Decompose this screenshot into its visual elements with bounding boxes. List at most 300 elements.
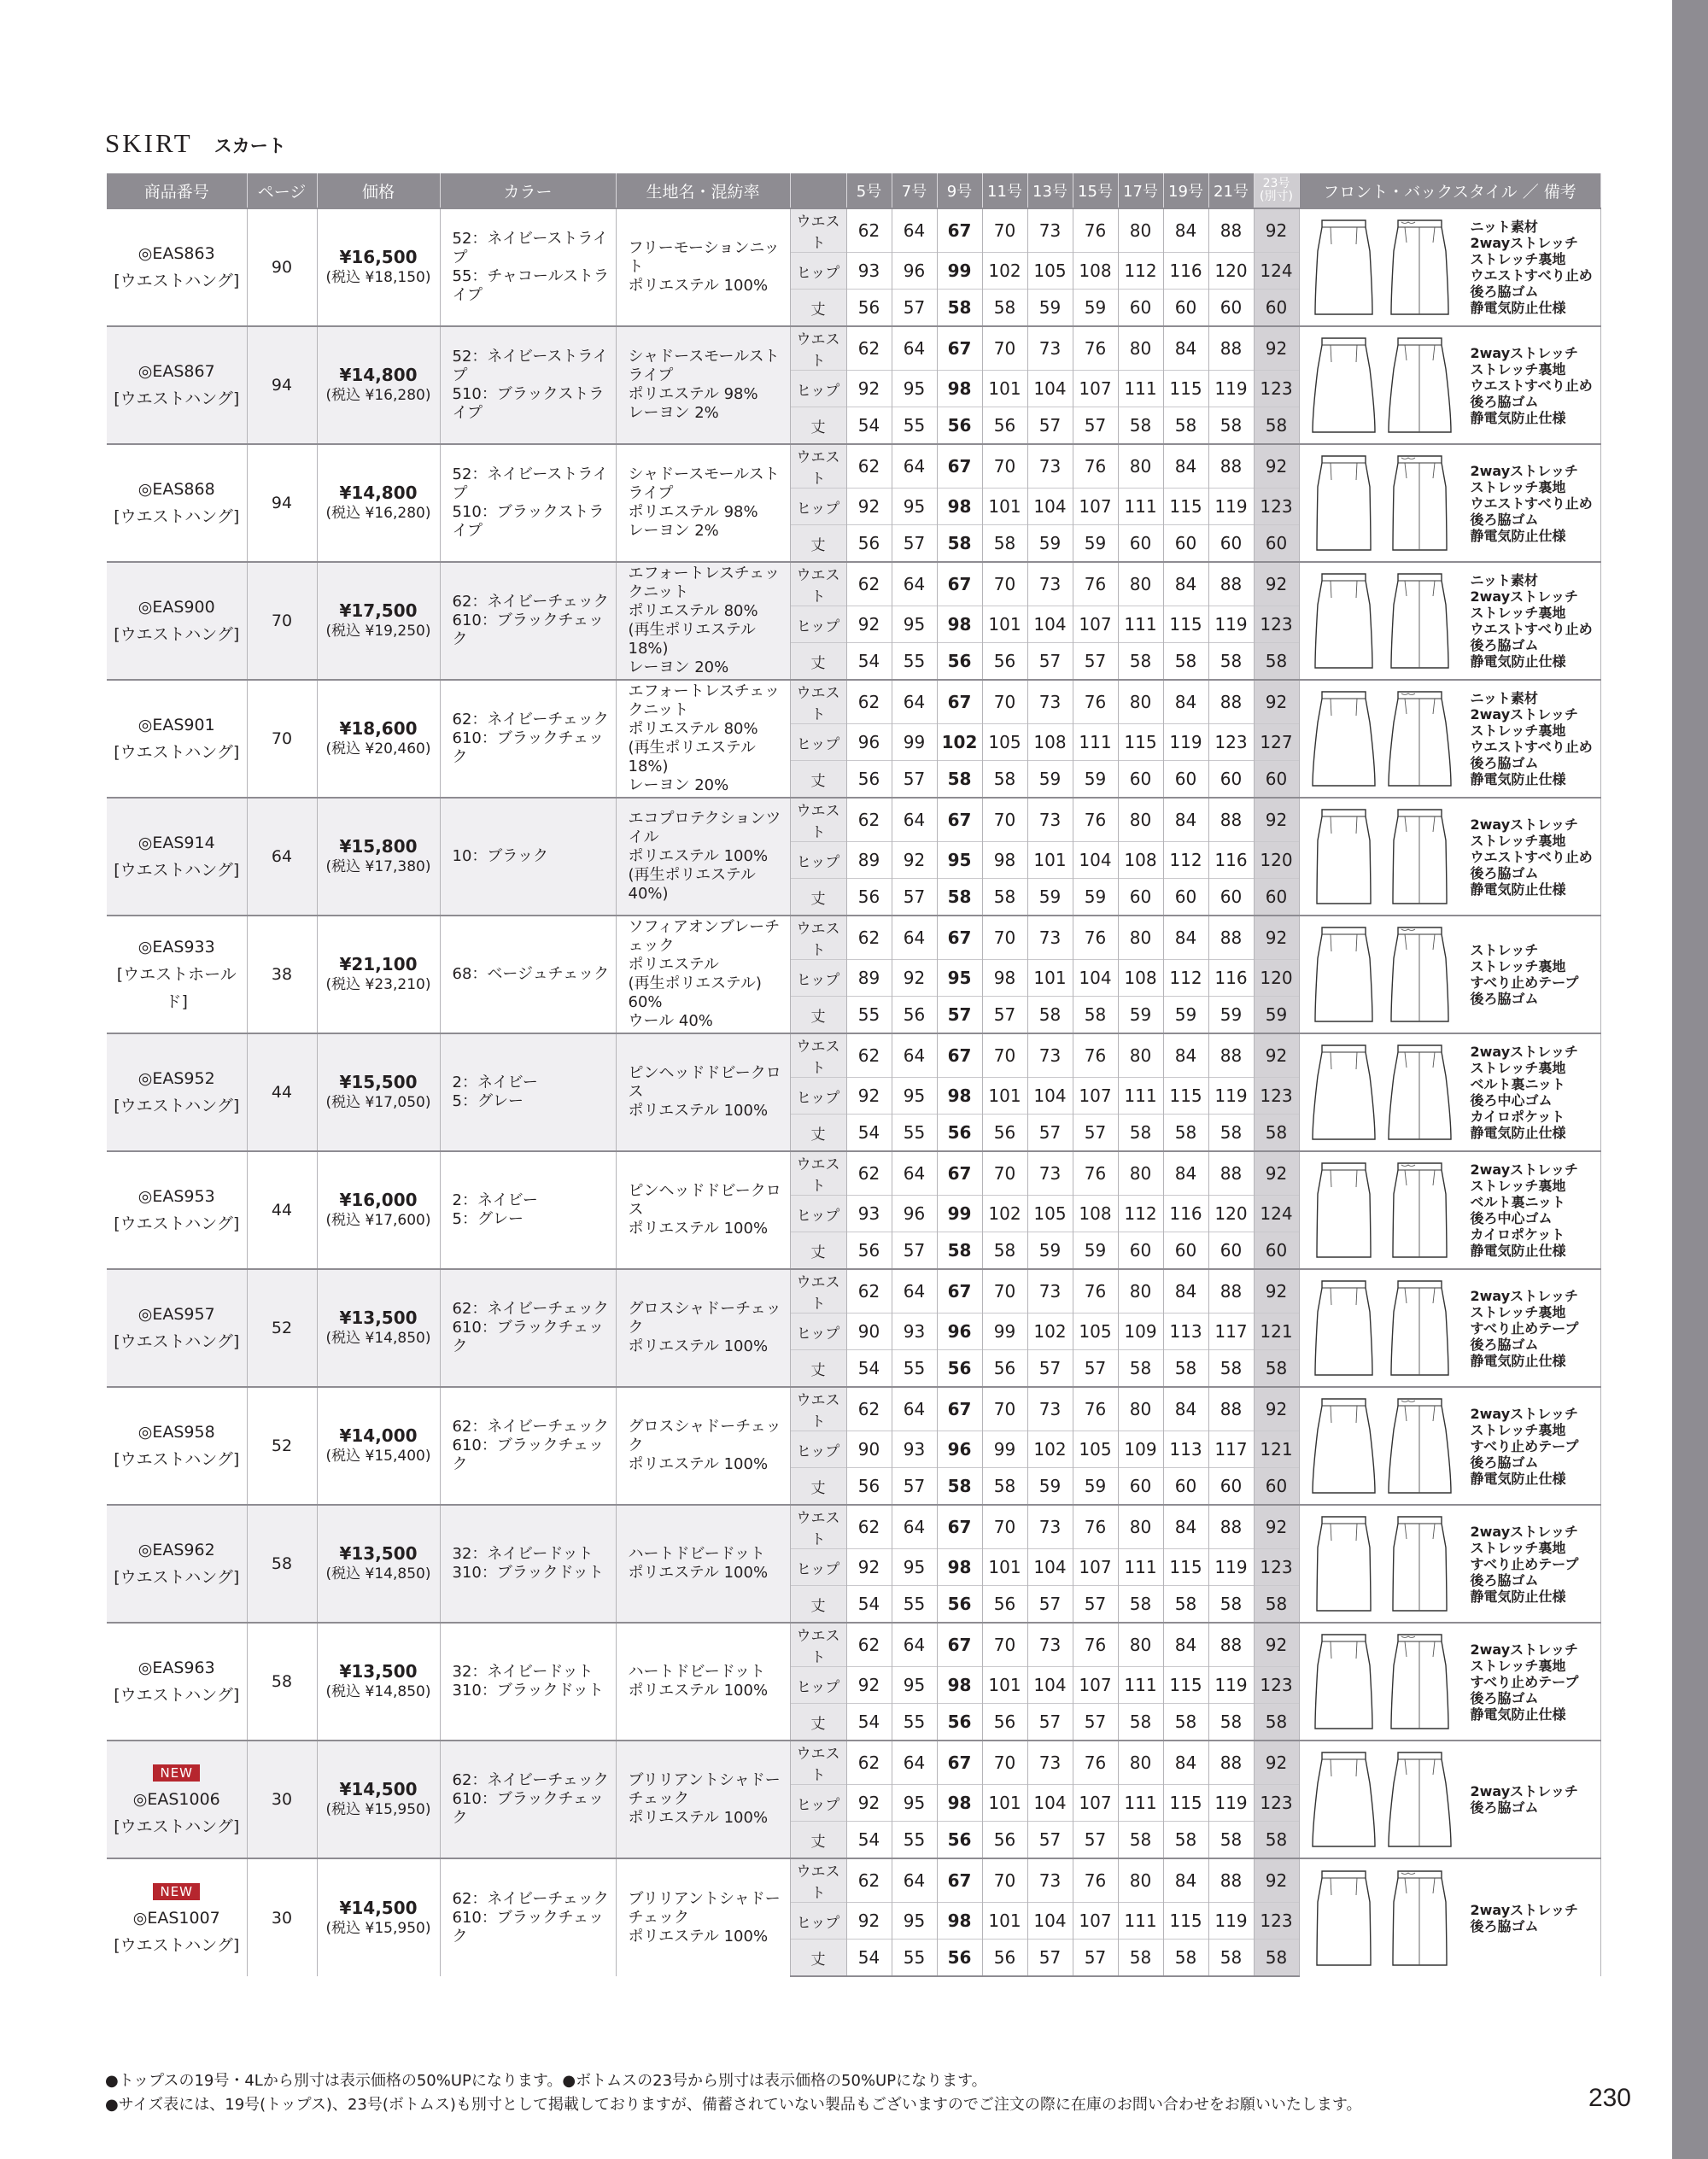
product-code: ◎EAS1007 (132, 1908, 220, 1928)
fabric-cell (616, 798, 790, 916)
size-value: 104 (1027, 1078, 1073, 1115)
section-heading (105, 128, 286, 159)
size-value: 88 (1208, 680, 1254, 724)
style-notes (1300, 1274, 1600, 1382)
fabric-line: ポリエステル 100% (628, 1337, 769, 1355)
size-value: 55 (892, 1350, 937, 1388)
color-cell (440, 208, 616, 326)
size-value: 56 (937, 643, 982, 681)
size-value: 64 (892, 1505, 937, 1549)
color-option: 52：ネイビーストライプ (452, 230, 608, 266)
size-value: 92 (1254, 680, 1299, 724)
header-row (107, 173, 1600, 208)
size-value: 92 (1254, 562, 1299, 606)
size-value: 101 (1027, 960, 1073, 997)
fabric-line: シャドースモールストライプ (628, 348, 780, 384)
fabric-line: ピンヘッドドビークロス (628, 1064, 781, 1101)
size-value: 70 (982, 326, 1027, 371)
size-value: 56 (846, 525, 892, 563)
dimension-label: ヒップ (790, 1078, 846, 1115)
size-value: 55 (892, 407, 937, 445)
measure-row-waist (107, 1623, 1600, 1667)
size-value: 62 (846, 444, 892, 489)
price-cell (317, 1269, 440, 1387)
color-option: 52：ネイビーストライプ (452, 465, 608, 502)
size-value: 58 (937, 1232, 982, 1270)
size-value: 111 (1118, 1549, 1163, 1586)
product-code-cell (107, 208, 247, 326)
size-value: 59 (1027, 525, 1073, 563)
fabric-line: グロスシャドーチェック (628, 1300, 781, 1337)
size-value: 112 (1163, 842, 1208, 879)
product-code-cell (107, 1269, 247, 1387)
style-notes-cell (1299, 1623, 1600, 1741)
size-value: 92 (1254, 1269, 1299, 1314)
style-notes (1300, 1039, 1600, 1146)
size-value: 123 (1254, 606, 1299, 643)
size-value: 99 (937, 1196, 982, 1232)
size-value: 60 (1163, 879, 1208, 916)
size-value: 60 (1118, 879, 1163, 916)
size-value: 58 (937, 1468, 982, 1506)
size-value: 70 (982, 916, 1027, 960)
color-option: 55：チャコールストライプ (452, 267, 609, 304)
size-value: 80 (1118, 1741, 1163, 1785)
color-cell (440, 1151, 616, 1269)
measure-row-waist (107, 326, 1600, 371)
dimension-label: ヒップ (790, 842, 846, 879)
size-value: 73 (1027, 1858, 1073, 1903)
note-item: 後ろ脇ゴム (1470, 1799, 1539, 1816)
dimension-label: ウエスト (790, 444, 846, 489)
size-value: 76 (1073, 562, 1118, 606)
size-value: 107 (1073, 1549, 1118, 1586)
color-option: 610：ブラックチェック (452, 1319, 604, 1355)
note-item: すべり止めテープ (1470, 974, 1579, 991)
size-value: 56 (937, 1115, 982, 1152)
size-value: 98 (937, 1078, 982, 1115)
price-cell (317, 1623, 440, 1741)
size-value: 95 (937, 842, 982, 879)
size-value: 64 (892, 798, 937, 842)
note-item: 静電気防止仕様 (1470, 1470, 1566, 1487)
price-cell (317, 562, 440, 680)
size-value: 90 (846, 1431, 892, 1468)
dimension-label: ウエスト (790, 1387, 846, 1431)
size-value: 104 (1027, 1903, 1073, 1940)
size-value: 105 (1027, 253, 1073, 290)
dimension-label: ウエスト (790, 562, 846, 606)
style-notes-cell (1299, 444, 1600, 562)
dimension-label: 丈 (790, 761, 846, 799)
notes-list (1471, 1044, 1579, 1141)
size-value: 54 (846, 1704, 892, 1741)
size-value: 92 (846, 1078, 892, 1115)
hang-type: [ウエストハング] (114, 272, 240, 290)
size-value: 116 (1208, 960, 1254, 997)
note-item: すべり止めテープ (1470, 1673, 1579, 1690)
size-value: 58 (1208, 643, 1254, 681)
size-value: 59 (1073, 761, 1118, 799)
product-code: ◎EAS957 (137, 1305, 215, 1324)
size-value: 55 (892, 1704, 937, 1741)
fabric-line: エフォートレスチェックニット (628, 682, 781, 719)
product-code-cell (107, 1741, 247, 1858)
skirt-back-sketch (1388, 1278, 1452, 1378)
size-value: 54 (846, 1586, 892, 1624)
size-value: 58 (1208, 1115, 1254, 1152)
size-value: 58 (1073, 997, 1118, 1034)
fabric-line: (再生ポリエステル 18%) (628, 739, 756, 775)
fabric-line: ブリリアントシャドーチェック (628, 1889, 781, 1927)
size-value: 76 (1073, 326, 1118, 371)
price: ¥15,800 (339, 836, 418, 857)
size-value: 116 (1163, 1196, 1208, 1232)
fabric-line: ソフィアオンブレーチェック (628, 918, 781, 955)
size-value: 84 (1163, 444, 1208, 489)
size-value: 119 (1208, 371, 1254, 407)
dimension-label: ウエスト (790, 1623, 846, 1667)
size-value: 80 (1118, 680, 1163, 724)
dimension-label: ヒップ (790, 489, 846, 525)
size-value: 67 (937, 1151, 982, 1196)
size-value: 89 (846, 842, 892, 879)
product-code-cell (107, 680, 247, 798)
dimension-label: ヒップ (790, 960, 846, 997)
size-value: 92 (846, 606, 892, 643)
size-value: 62 (846, 798, 892, 842)
note-item: 2wayストレッチ (1470, 344, 1578, 361)
size-value: 111 (1118, 1785, 1163, 1822)
note-item: ストレッチ裏地 (1470, 251, 1566, 267)
product-code: ◎EAS868 (137, 480, 215, 499)
size-value: 92 (846, 1549, 892, 1586)
size-value: 59 (1118, 997, 1163, 1034)
size-value: 62 (846, 680, 892, 724)
size-value: 95 (892, 1549, 937, 1586)
product-code: ◎EAS963 (137, 1659, 215, 1677)
size-value: 54 (846, 643, 892, 681)
size-value: 59 (1163, 997, 1208, 1034)
skirt-front-sketch (1312, 1513, 1376, 1614)
price-cell (317, 208, 440, 326)
catalog-page: 30 (247, 1858, 317, 1976)
note-item: ニット素材 (1470, 219, 1538, 235)
fabric-cell (616, 444, 790, 562)
size-value: 93 (892, 1431, 937, 1468)
size-value: 88 (1208, 1858, 1254, 1903)
size-value: 101 (982, 1785, 1027, 1822)
note-item: 静電気防止仕様 (1470, 1243, 1566, 1259)
size-value: 58 (1254, 1704, 1299, 1741)
fabric-cell (616, 916, 790, 1033)
dimension-label: ヒップ (790, 1667, 846, 1704)
size-value: 57 (892, 1468, 937, 1506)
note-item: ニット素材 (1470, 690, 1538, 706)
price: ¥16,500 (339, 247, 418, 267)
size-value: 95 (937, 960, 982, 997)
fabric-line: ハートドビードット (628, 1545, 766, 1563)
note-item: ストレッチ裏地 (1470, 1657, 1566, 1674)
style-notes (1300, 803, 1600, 910)
size-value: 54 (846, 407, 892, 445)
dimension-label: 丈 (790, 1940, 846, 1977)
note-item: 後ろ脇ゴム (1470, 1336, 1539, 1353)
note-item: ウエストすべり止め (1470, 848, 1593, 865)
size-value: 105 (1027, 1196, 1073, 1232)
size-value: 76 (1073, 1623, 1118, 1667)
size-value: 120 (1208, 1196, 1254, 1232)
dimension-label: ヒップ (790, 371, 846, 407)
price-tax: (税込 ¥15,400) (325, 1448, 431, 1465)
size-value: 84 (1163, 916, 1208, 960)
note-item: ストレッチ裏地 (1470, 360, 1566, 377)
fabric-line: レーヨン 2% (628, 404, 719, 422)
color-cell (440, 1269, 616, 1387)
color-option: 32：ネイビードット (452, 1663, 594, 1681)
size-value: 102 (937, 724, 982, 761)
size-value: 56 (846, 1468, 892, 1506)
size-value: 58 (1163, 1822, 1208, 1859)
dimension-label: ウエスト (790, 1269, 846, 1314)
col-size-7: 7号 (892, 173, 937, 208)
size-value: 80 (1118, 1387, 1163, 1431)
fabric-line: ポリエステル 100% (628, 1220, 769, 1237)
size-value: 84 (1163, 1387, 1208, 1431)
skirt-back-sketch (1388, 688, 1452, 789)
col-fabric: 生地名・混紡率 (616, 173, 790, 208)
catalog-page: 44 (247, 1151, 317, 1269)
size-value: 96 (892, 253, 937, 290)
size-value: 59 (1027, 879, 1073, 916)
notes-list (1471, 1288, 1579, 1369)
color-option: 610：ブラックチェック (452, 1908, 604, 1945)
size-value: 111 (1118, 489, 1163, 525)
skirt-front-sketch (1312, 688, 1376, 789)
fabric-line: (再生ポリエステル 40%) (628, 866, 756, 903)
size-value: 92 (846, 489, 892, 525)
hang-type: [ウエストハング] (114, 1935, 240, 1955)
size-value: 58 (1254, 1115, 1299, 1152)
size-value: 80 (1118, 1623, 1163, 1667)
size-value: 58 (937, 525, 982, 563)
color-option: 68：ベージュチェック (452, 965, 610, 983)
color-option: 610：ブラックチェック (452, 611, 604, 648)
size-value: 116 (1208, 842, 1254, 879)
size-value: 70 (982, 1623, 1027, 1667)
dimension-label: 丈 (790, 290, 846, 327)
size-value: 58 (1118, 1586, 1163, 1624)
size-value: 55 (892, 1115, 937, 1152)
measure-row-waist (107, 1858, 1600, 1903)
size-value: 117 (1208, 1314, 1254, 1350)
size-value: 84 (1163, 1505, 1208, 1549)
note-item: 後ろ脇ゴム (1470, 1571, 1539, 1589)
size-value: 60 (1208, 525, 1254, 563)
catalog-page: 70 (247, 680, 317, 798)
size-value: 115 (1163, 1903, 1208, 1940)
price-tax: (税込 ¥14,850) (325, 1330, 431, 1347)
col-code: 商品番号 (107, 173, 247, 208)
size-value: 92 (1254, 208, 1299, 253)
size-value: 60 (1163, 761, 1208, 799)
model-row (107, 1151, 1600, 1269)
fabric-cell (616, 1033, 790, 1151)
skirt-front-sketch (1312, 570, 1376, 671)
price: ¥13,500 (339, 1543, 418, 1564)
size-value: 54 (846, 1350, 892, 1388)
skirt-front-sketch (1312, 1749, 1376, 1850)
color-option: 610：ブラックチェック (452, 1790, 604, 1827)
size-value: 62 (846, 1858, 892, 1903)
size-value: 59 (1027, 761, 1073, 799)
size-value: 58 (982, 761, 1027, 799)
measure-row-waist (107, 1505, 1600, 1549)
size-value: 58 (1118, 1350, 1163, 1388)
product-code-cell (107, 1623, 247, 1741)
dimension-label: ウエスト (790, 1033, 846, 1078)
size-value: 58 (1163, 1350, 1208, 1388)
size-value: 84 (1163, 1741, 1208, 1785)
dimension-label: ヒップ (790, 1549, 846, 1586)
dimension-label: 丈 (790, 407, 846, 445)
style-notes-cell (1299, 326, 1600, 444)
size-value: 101 (982, 1549, 1027, 1586)
dimension-label: ウエスト (790, 1505, 846, 1549)
size-value: 76 (1073, 680, 1118, 724)
color-option: 310：ブラックドット (452, 1564, 604, 1582)
color-cell (440, 680, 616, 798)
col-size-9: 9号 (937, 173, 982, 208)
note-item: ストレッチ裏地 (1470, 958, 1566, 974)
note-item: 2wayストレッチ (1470, 706, 1578, 723)
hang-type: [ウエストハング] (114, 625, 240, 644)
size-value: 60 (1208, 1232, 1254, 1270)
skirt-front-sketch (1312, 806, 1376, 907)
size-value: 57 (1073, 1940, 1118, 1977)
style-notes-cell (1299, 798, 1600, 916)
size-value: 70 (982, 1269, 1027, 1314)
dimension-label: 丈 (790, 997, 846, 1034)
dimension-label: ウエスト (790, 680, 846, 724)
color-cell (440, 1858, 616, 1976)
size-value: 70 (982, 562, 1027, 606)
skirt-back-sketch (1388, 1631, 1452, 1732)
size-value: 57 (1027, 1704, 1073, 1741)
size-value: 123 (1254, 1078, 1299, 1115)
size-value: 67 (937, 1269, 982, 1314)
size-value: 56 (982, 1115, 1027, 1152)
size-value: 104 (1027, 1549, 1073, 1586)
size-value: 117 (1208, 1431, 1254, 1468)
size-value: 119 (1208, 606, 1254, 643)
catalog-page: 94 (247, 326, 317, 444)
size-value: 108 (1118, 960, 1163, 997)
note-item: ベルト裏ニット (1470, 1194, 1565, 1210)
fabric-line: ピンヘッドドビークロス (628, 1182, 781, 1219)
size-value: 76 (1073, 1033, 1118, 1078)
size-value: 102 (1027, 1314, 1073, 1350)
measure-row-waist (107, 1387, 1600, 1431)
catalog-page: 70 (247, 562, 317, 680)
color-option: 62：ネイビーチェック (452, 1889, 609, 1908)
dimension-label: 丈 (790, 1115, 846, 1152)
size-value: 107 (1073, 606, 1118, 643)
size-value: 107 (1073, 1078, 1118, 1115)
size-value: 67 (937, 1033, 982, 1078)
size-value: 112 (1118, 253, 1163, 290)
dimension-label: 丈 (790, 643, 846, 681)
size-value: 84 (1163, 1033, 1208, 1078)
size-value: 107 (1073, 1785, 1118, 1822)
size-value: 57 (892, 525, 937, 563)
model-row (107, 1505, 1600, 1623)
size-value: 58 (1118, 1115, 1163, 1152)
size-value: 92 (1254, 1741, 1299, 1785)
product-code: ◎EAS953 (137, 1187, 215, 1206)
size-value: 62 (846, 1741, 892, 1785)
note-item: 2wayストレッチ (1470, 1405, 1578, 1422)
note-item: 静電気防止仕様 (1470, 1706, 1566, 1723)
skirt-front-sketch (1312, 217, 1376, 318)
model-row (107, 916, 1600, 1033)
size-value: 107 (1073, 1667, 1118, 1704)
size-value: 102 (982, 253, 1027, 290)
note-item: 後ろ脇ゴム (1470, 637, 1539, 653)
size-value: 56 (937, 1586, 982, 1624)
color-option: 2：ネイビー (452, 1191, 538, 1209)
fabric-cell (616, 1741, 790, 1858)
size-value: 73 (1027, 680, 1073, 724)
notes-list (1471, 1161, 1579, 1259)
size-value: 70 (982, 1033, 1027, 1078)
note-item: すべり止めテープ (1470, 1319, 1579, 1337)
size-value: 60 (1163, 290, 1208, 327)
hang-type: [ウエストハング] (114, 861, 240, 880)
catalog-page: 38 (247, 916, 317, 1033)
page-number: 230 (1588, 2084, 1631, 2112)
size-value: 88 (1208, 1033, 1254, 1078)
size-value: 67 (937, 1741, 982, 1785)
size-value: 115 (1163, 1078, 1208, 1115)
price: ¥16,000 (339, 1190, 418, 1210)
size-value: 115 (1163, 606, 1208, 643)
note-item: 静電気防止仕様 (1470, 300, 1566, 316)
price-tax: (税込 ¥18,150) (325, 269, 431, 286)
product-code-cell (107, 1858, 247, 1976)
note-item: 後ろ脇ゴム (1470, 1917, 1539, 1934)
price-cell (317, 1505, 440, 1623)
size-value: 88 (1208, 1269, 1254, 1314)
product-code: ◎EAS914 (137, 834, 215, 852)
size-value: 55 (892, 1586, 937, 1624)
size-value: 119 (1208, 1549, 1254, 1586)
fabric-cell (616, 208, 790, 326)
size-value: 123 (1254, 1903, 1299, 1940)
product-code: ◎EAS901 (137, 716, 215, 734)
price-tax: (税込 ¥17,600) (325, 1212, 431, 1229)
size-value: 96 (892, 1196, 937, 1232)
size-value: 76 (1073, 1505, 1118, 1549)
size-value: 56 (937, 1704, 982, 1741)
note-item: 2wayストレッチ (1470, 1161, 1578, 1178)
catalog-page: 90 (247, 208, 317, 326)
skirt-back-sketch (1388, 1160, 1452, 1261)
fabric-line: ポリエステル (628, 956, 719, 974)
size-value: 64 (892, 1623, 937, 1667)
color-option: 62：ネイビーチェック (452, 1771, 609, 1789)
size-value: 119 (1208, 489, 1254, 525)
